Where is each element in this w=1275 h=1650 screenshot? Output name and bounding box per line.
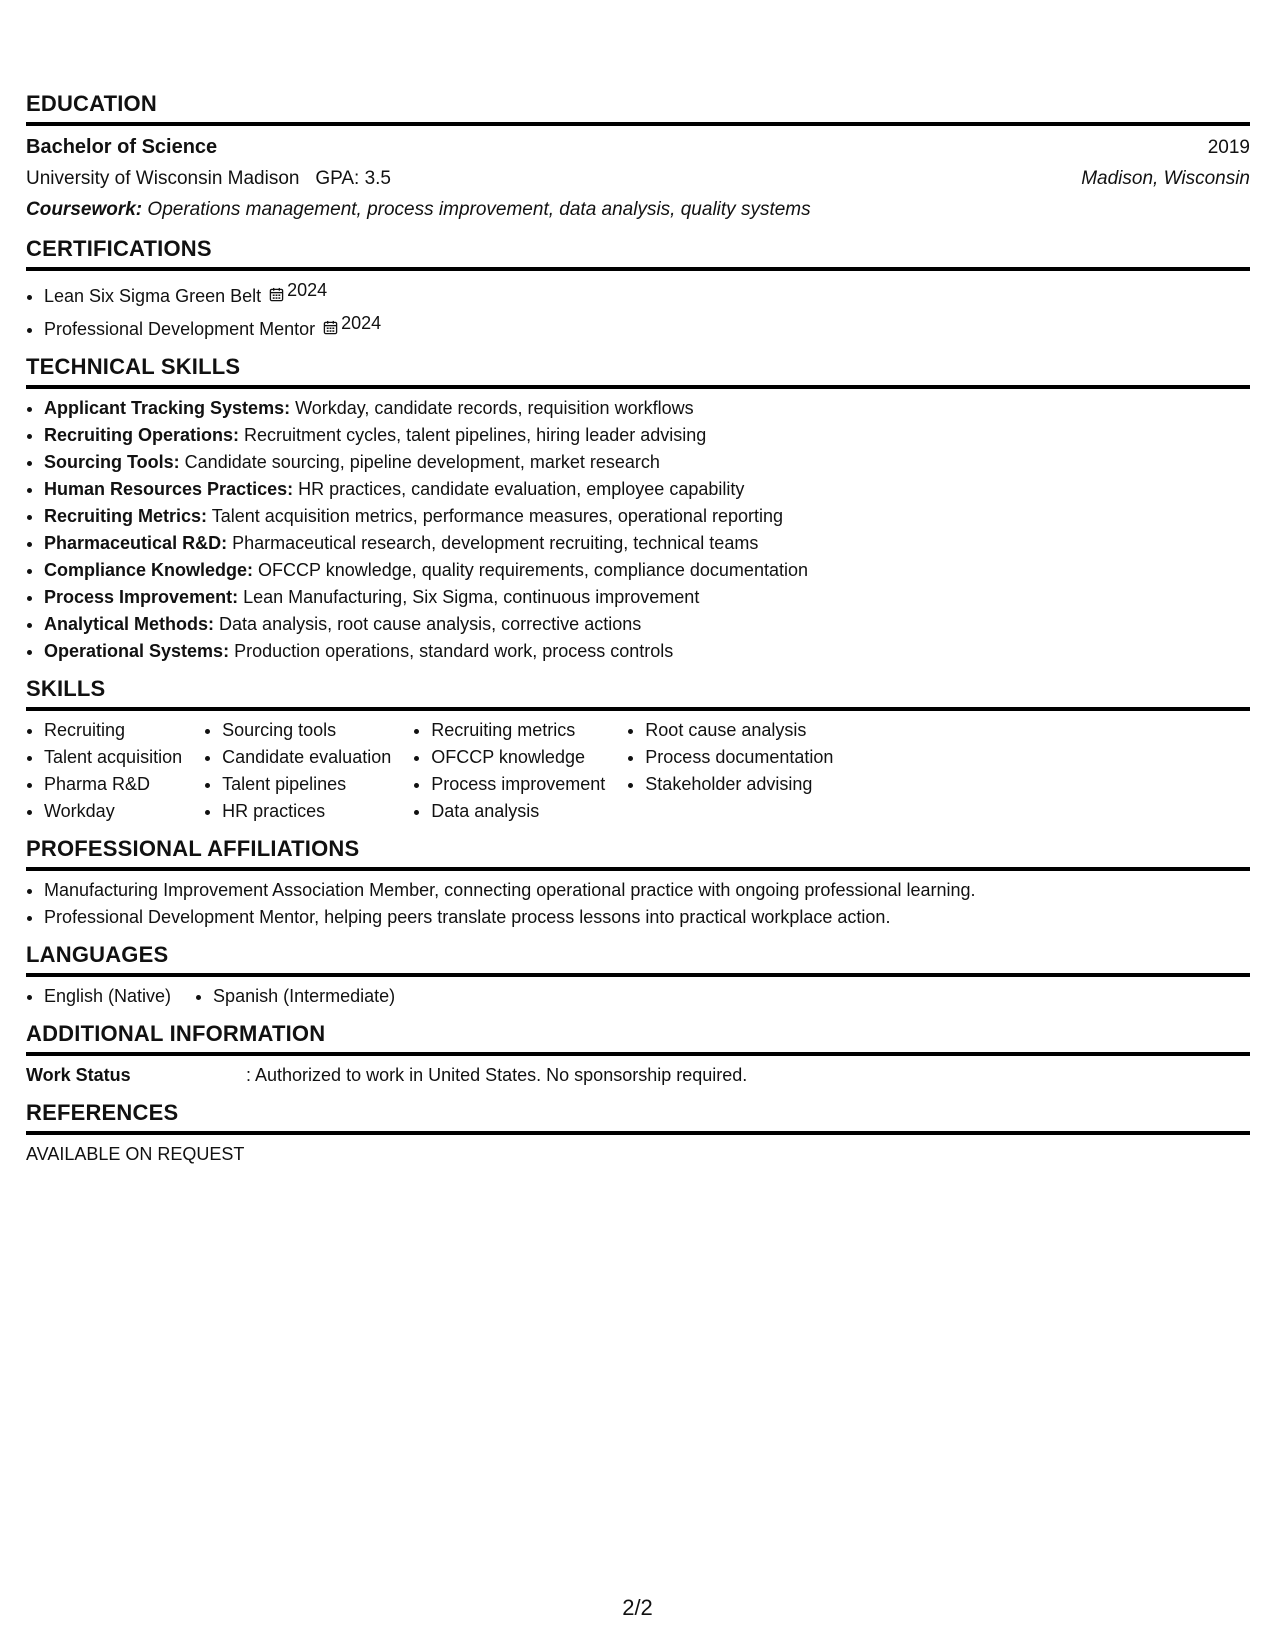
technical-skill-text: Lean Manufacturing, Six Sigma, continuous improvement	[238, 587, 700, 607]
certification-year: 2024	[287, 280, 328, 300]
technical-skill-label: Process Improvement:	[44, 587, 239, 607]
skill-item: • Talent acquisition	[44, 744, 182, 771]
skill-item: • Talent pipelines	[222, 771, 391, 798]
references-section	[26, 1099, 1250, 1168]
skills-column	[413, 717, 605, 825]
additional-info-section	[26, 1020, 1250, 1089]
language-item: Spanish (Intermediate)	[213, 986, 396, 1006]
skill-item: • Recruiting metrics	[431, 717, 605, 744]
technical-skill-label: Compliance Knowledge:	[44, 560, 254, 580]
skills-section	[26, 675, 1250, 825]
education-row-school	[26, 163, 1250, 194]
technical-skill-label: Recruiting Operations:	[44, 425, 240, 445]
certification-item	[44, 310, 1250, 343]
affiliations-list	[26, 877, 1250, 931]
certification-year: 2024	[341, 313, 382, 333]
technical-skill-label: Human Resources Practices:	[44, 479, 294, 499]
technical-skill-label: Sourcing Tools:	[44, 452, 180, 472]
technical-skill-text: Talent acquisition metrics, performance measures, operational reporting	[207, 506, 783, 526]
technical-skills-section	[26, 353, 1250, 665]
technical-skill-text: OFCCP knowledge, quality requirements, compliance documentation	[253, 560, 808, 580]
technical-skill-text: Candidate sourcing, pipeline development, market research	[179, 452, 660, 472]
skills-column	[627, 717, 833, 825]
calendar-icon	[269, 283, 284, 298]
affiliation-item: • Professional Development Mentor, helping peers translate process lessons into practical workplace action.	[44, 904, 1250, 931]
skill-item: • OFCCP knowledge	[431, 744, 605, 771]
skill-item: • Data analysis	[431, 798, 605, 825]
graduation-year: 2019	[1207, 137, 1250, 158]
section-title: CERTIFICATIONS	[26, 235, 1250, 271]
technical-skill-text: Production operations, standard work, process controls	[229, 641, 674, 661]
work-status-value: : Authorized to work in United States. No sponsorship required.	[246, 1065, 748, 1085]
references-text: AVAILABLE ON REQUEST	[26, 1144, 245, 1164]
school-name: University of Wisconsin Madison GPA: 3.5	[26, 168, 391, 189]
section-title: REFERENCES	[26, 1099, 1250, 1135]
resume-page	[26, 90, 1250, 1178]
coursework-text: Operations management, process improvement, data analysis, quality systems	[142, 199, 811, 220]
section-title: ADDITIONAL INFORMATION	[26, 1020, 1250, 1056]
skill-item: • Recruiting	[44, 717, 182, 744]
certifications-list	[26, 277, 1250, 343]
technical-skill-item	[44, 476, 1250, 503]
technical-skill-text: Data analysis, root cause analysis, corrective actions	[214, 614, 642, 634]
languages-list	[26, 983, 1250, 1010]
certification-name: Professional Development Mentor	[44, 319, 316, 339]
certification-item	[44, 277, 1250, 310]
work-status-label: Work Status	[26, 1065, 131, 1085]
page-number: 2/2	[622, 1595, 653, 1620]
skills-grid	[26, 717, 1250, 825]
technical-skill-item	[44, 395, 1250, 422]
technical-skill-item	[44, 422, 1250, 449]
certification-date	[323, 310, 381, 337]
certification-date	[269, 277, 327, 304]
skill-item: • Root cause analysis	[645, 717, 833, 744]
technical-skill-text: Recruitment cycles, talent pipelines, hiring leader advising	[239, 425, 707, 445]
skill-item: • HR practices	[222, 798, 391, 825]
technical-skills-list	[26, 395, 1250, 665]
skill-item: • Stakeholder advising	[645, 771, 833, 798]
skill-item: • Process documentation	[645, 744, 833, 771]
technical-skill-item	[44, 530, 1250, 557]
technical-skill-label: Analytical Methods:	[44, 614, 215, 634]
skill-item: • Candidate evaluation	[222, 744, 391, 771]
calendar-icon	[323, 316, 338, 331]
work-status-row	[26, 1062, 1250, 1089]
skill-item: • Pharma R&D	[44, 771, 182, 798]
technical-skill-label: Applicant Tracking Systems:	[44, 398, 291, 418]
technical-skill-label: Pharmaceutical R&D:	[44, 533, 228, 553]
skills-column	[204, 717, 391, 825]
section-title: EDUCATION	[26, 90, 1250, 126]
technical-skill-item	[44, 449, 1250, 476]
technical-skill-label: Recruiting Metrics:	[44, 506, 208, 526]
language-item: English (Native)	[44, 986, 172, 1006]
education-row-degree	[26, 132, 1250, 163]
technical-skill-item	[44, 557, 1250, 584]
section-title: LANGUAGES	[26, 941, 1250, 977]
education-section	[26, 90, 1250, 225]
section-title: TECHNICAL SKILLS	[26, 353, 1250, 389]
affiliation-item: • Manufacturing Improvement Association Member, connecting operational practice with ongoing professional learning.	[44, 877, 1250, 904]
skills-column	[26, 717, 182, 825]
languages-section	[26, 941, 1250, 1010]
coursework-label: Coursework:	[26, 199, 143, 220]
degree: Bachelor of Science	[26, 136, 218, 158]
coursework	[26, 194, 1250, 225]
school-location: Madison, Wisconsin	[1081, 168, 1250, 189]
technical-skill-text: Pharmaceutical research, development recruiting, technical teams	[227, 533, 759, 553]
skill-item: • Process improvement	[431, 771, 605, 798]
affiliations-section	[26, 835, 1250, 931]
certifications-section	[26, 235, 1250, 343]
section-title: SKILLS	[26, 675, 1250, 711]
technical-skill-label: Operational Systems:	[44, 641, 230, 661]
technical-skill-item	[44, 503, 1250, 530]
section-title: PROFESSIONAL AFFILIATIONS	[26, 835, 1250, 871]
technical-skill-item	[44, 584, 1250, 611]
skill-item: • Sourcing tools	[222, 717, 391, 744]
certification-name: Lean Six Sigma Green Belt	[44, 286, 262, 306]
skill-item: • Workday	[44, 798, 182, 825]
technical-skill-item	[44, 638, 1250, 665]
technical-skill-text: HR practices, candidate evaluation, employee capability	[293, 479, 745, 499]
technical-skill-text: Workday, candidate records, requisition workflows	[290, 398, 694, 418]
technical-skill-item	[44, 611, 1250, 638]
